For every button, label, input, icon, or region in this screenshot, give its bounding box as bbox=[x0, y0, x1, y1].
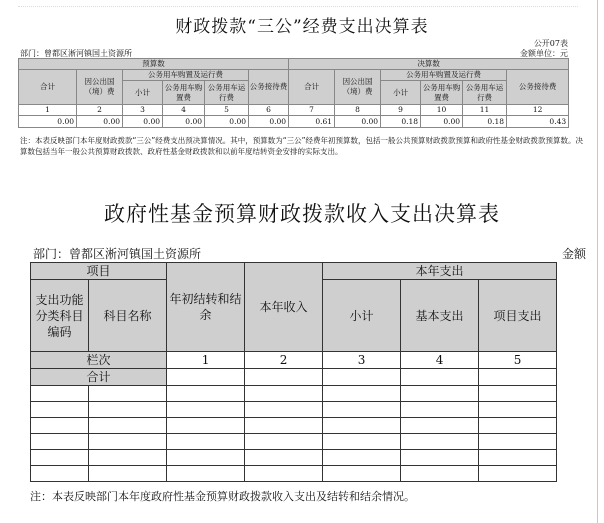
value-cell: 0.18 bbox=[463, 116, 507, 128]
final-subtotal-header: 小计 bbox=[381, 81, 421, 105]
report1-department: 部门：曾都区淅河镇国土资源所 bbox=[20, 49, 132, 58]
value-cell: 0.00 bbox=[123, 116, 163, 128]
subject-name-header: 科目名称 bbox=[89, 280, 167, 352]
col-number: 10 bbox=[421, 105, 463, 116]
basic-expenditure-header: 基本支出 bbox=[401, 280, 479, 352]
col-number: 7 bbox=[289, 105, 335, 116]
empty-cell bbox=[323, 369, 401, 386]
col-number: 8 bbox=[335, 105, 381, 116]
report1-form-number: 公开07表 bbox=[533, 39, 568, 48]
budget-abroad-header: 因公出国（境）费 bbox=[77, 70, 123, 105]
year-expenditure-header: 本年支出 bbox=[323, 263, 557, 280]
table-row bbox=[31, 418, 557, 434]
col-number: 5 bbox=[479, 352, 557, 369]
empty-cell bbox=[167, 369, 245, 386]
value-cell: 0.18 bbox=[381, 116, 421, 128]
col-number: 12 bbox=[507, 105, 569, 116]
empty-cell bbox=[401, 369, 479, 386]
government-fund-table bbox=[30, 262, 557, 482]
col-number: 5 bbox=[205, 105, 249, 116]
subtotal-header: 小计 bbox=[323, 280, 401, 352]
report2-note: 注：本表反映部门本年度政府性基金预算财政拨款收入支出及结转和结余情况。 bbox=[30, 490, 415, 503]
table-row bbox=[31, 386, 557, 402]
report2-unit: 金额 bbox=[561, 247, 586, 261]
col-number: 1 bbox=[19, 105, 77, 116]
value-cell: 0.43 bbox=[507, 116, 569, 128]
col-number: 4 bbox=[163, 105, 205, 116]
budget-vehicle-group-header: 公务用车购置及运行费 bbox=[123, 70, 249, 81]
year-income-header: 本年收入 bbox=[245, 263, 323, 352]
project-expenditure-header: 项目支出 bbox=[479, 280, 557, 352]
budget-header: 预算数 bbox=[19, 59, 289, 70]
col-number: 6 bbox=[249, 105, 289, 116]
budget-subtotal-header: 小计 bbox=[123, 81, 163, 105]
budget-vehicle-purchase-header: 公务用车购置费 bbox=[163, 81, 205, 105]
value-cell: 0.00 bbox=[421, 116, 463, 128]
value-cell: 0.00 bbox=[249, 116, 289, 128]
budget-vehicle-operation-header: 公务用车运行费 bbox=[205, 81, 249, 105]
report2-department: 部门：曾都区淅河镇国土资源所 bbox=[33, 247, 202, 261]
table-row bbox=[31, 466, 557, 482]
func-code-header: 支出功能分类科目编码 bbox=[31, 280, 89, 352]
col-number: 2 bbox=[245, 352, 323, 369]
page-edge-line bbox=[597, 0, 598, 523]
col-number: 3 bbox=[323, 352, 401, 369]
value-cell: 0.00 bbox=[163, 116, 205, 128]
col-number: 9 bbox=[381, 105, 421, 116]
final-reception-header: 公务接待费 bbox=[507, 70, 569, 105]
final-total-header: 合计 bbox=[289, 70, 335, 105]
value-cell: 0.61 bbox=[289, 116, 335, 128]
value-cell: 0.00 bbox=[205, 116, 249, 128]
empty-cell bbox=[479, 369, 557, 386]
item-header: 项目 bbox=[31, 263, 167, 280]
value-cell: 0.00 bbox=[335, 116, 381, 128]
budget-reception-header: 公务接待费 bbox=[249, 70, 289, 105]
table-row bbox=[31, 402, 557, 418]
final-header: 决算数 bbox=[289, 59, 569, 70]
report1-unit: 金额单位：元 bbox=[520, 49, 568, 58]
budget-total-header: 合计 bbox=[19, 70, 77, 105]
table-row bbox=[31, 450, 557, 466]
value-cell: 0.00 bbox=[19, 116, 77, 128]
final-abroad-header: 因公出国（境）费 bbox=[335, 70, 381, 105]
col-number: 1 bbox=[167, 352, 245, 369]
beginning-balance-header: 年初结转和结余 bbox=[167, 263, 245, 352]
final-vehicle-group-header: 公务用车购置及运行费 bbox=[381, 70, 507, 81]
value-cell: 0.00 bbox=[77, 116, 123, 128]
report1-note: 注：本表反映部门本年度财政拨款“三公”经费支出预决算情况。其中，预算数为“三公”经费年初预算数，包括一般公共预算财政拨款预算和政府性基金财政拨款预算数。决算数包括当年一般公共预算财政拨款、政府性基金财政拨款和以前年度结转资金安排的实际支出。 bbox=[20, 136, 584, 156]
table-row bbox=[31, 434, 557, 450]
col-number: 3 bbox=[123, 105, 163, 116]
final-vehicle-purchase-header: 公务用车购置费 bbox=[421, 81, 463, 105]
col-number: 4 bbox=[401, 352, 479, 369]
row-number-label: 栏次 bbox=[31, 352, 167, 369]
final-vehicle-operation-header: 公务用车运行费 bbox=[463, 81, 507, 105]
report1-title: 财政拨款“三公”经费支出决算表 bbox=[175, 17, 429, 37]
empty-cell bbox=[245, 369, 323, 386]
col-number: 2 bbox=[77, 105, 123, 116]
top-ruler bbox=[18, 0, 578, 7]
total-label: 合计 bbox=[31, 369, 167, 386]
three-public-expense-table bbox=[18, 58, 569, 128]
col-number: 11 bbox=[463, 105, 507, 116]
report2-title: 政府性基金预算财政拨款收入支出决算表 bbox=[104, 202, 500, 226]
